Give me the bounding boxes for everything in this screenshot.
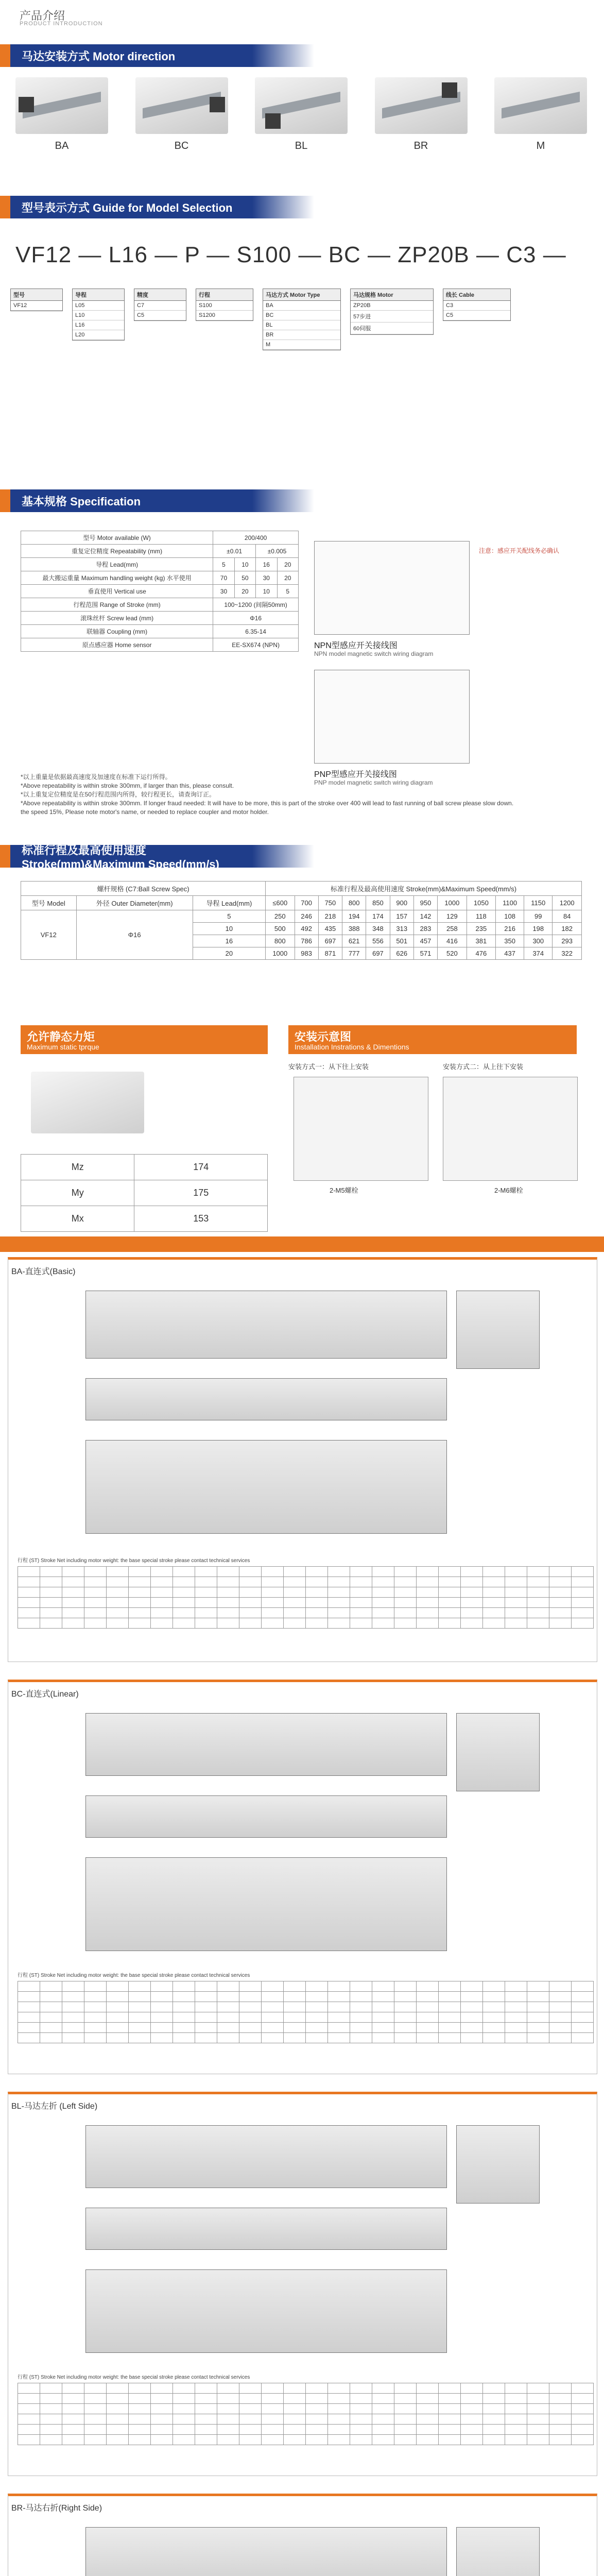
drawing-side bbox=[85, 1378, 447, 1420]
drawing-bottom bbox=[85, 1857, 447, 1951]
install-drawing-2 bbox=[443, 1077, 578, 1181]
pnp-subtitle: PNP model magnetic switch wiring diagram bbox=[314, 779, 433, 786]
code-box-lead: 导程 L05 L10 L16 L20 bbox=[72, 289, 125, 341]
dim-table bbox=[18, 1981, 594, 2043]
stroke-speed-table: 螺杆规格 (C7:Ball Screw Spec) 标准行程及最高使用速度 Stroke(mm)&Maximum Speed(mm/s) 型号 Model 外径 Outer Diameter(mm) 导程 Lead(mm) ≤600 700 750 800 850 900 950 1000 1050 1100 1150 1200 VF12 Φ16 5 250 246 218 194 174 157 142 129 118 108 99 84 10 500 492 435 388 348 313 283 258 235 216 198 182 16 800 786 697 621 556 501 457 416 381 350 300 293 20 1000 983 871 777 697 626 571 520 476 437 374 322 bbox=[21, 881, 582, 960]
drawing-bottom bbox=[85, 2269, 447, 2353]
install-title: 安装示意图 bbox=[295, 1030, 352, 1043]
motor-label: BL bbox=[295, 140, 308, 151]
motor-image-ba bbox=[15, 77, 108, 134]
motor-image-bc bbox=[135, 77, 228, 134]
dim-table bbox=[18, 2383, 594, 2445]
motor-image-m bbox=[494, 77, 587, 134]
static-torque-subtitle: Maximum static tprque bbox=[27, 1043, 99, 1051]
npn-subtitle: NPN model magnetic switch wiring diagram bbox=[314, 650, 434, 657]
code-box-cable: 线长 Cable C3 C5 bbox=[443, 289, 511, 321]
drawing-end bbox=[456, 2125, 540, 2204]
pnp-wiring-diagram bbox=[314, 670, 470, 764]
spec-bar bbox=[0, 489, 314, 512]
section-note: 行程 (ST) Stroke Net including motor weight: the base special stroke please contact technical services bbox=[18, 1558, 250, 1564]
spec-title: 基本规格 Specification bbox=[10, 489, 252, 512]
motor-item-bl bbox=[255, 77, 348, 155]
install-screw-1: 2-M5螺栓 bbox=[330, 1187, 358, 1194]
drawing-top bbox=[85, 2527, 447, 2576]
motor-direction-row bbox=[15, 77, 587, 155]
spec-table: 型号 Motor available (W) 200/400 重复定位精度 Repeatability (mm) ±0.01 ±0.005 导程 Lead(mm) 5 10 16 20 最大搬运重量 Maximum handling weight (kg) 水平使用 70 50 30 20 垂直使用 Vertical use 30 20 10 5 行程范围 Range of Stroke (mm) 100~1200 (间隔50mm) 滚珠丝杆 Screw lead (mm) Φ16 联轴器 Coupling (mm) 6.35-14 原点感应器 Home sensor EE-SX674 (NPN) bbox=[21, 531, 299, 652]
motor-label: BR bbox=[413, 140, 428, 151]
model-code-boxes bbox=[10, 278, 592, 453]
drawing-top bbox=[85, 1291, 447, 1359]
code-box-model: 型号 VF12 bbox=[10, 289, 63, 311]
drawing-side bbox=[85, 1795, 447, 1838]
header-subtitle: PRODUCT INTRODUCTION bbox=[20, 21, 103, 27]
static-torque-image bbox=[31, 1072, 144, 1133]
wiring-tag: 注意：感应开关配线务必确认 bbox=[479, 547, 560, 554]
motor-direction-bar bbox=[0, 44, 314, 67]
dimension-grid bbox=[18, 2383, 594, 2445]
motor-item-m bbox=[494, 77, 587, 155]
wiring-area bbox=[314, 541, 592, 809]
drawing-top bbox=[85, 1713, 447, 1776]
motor-label: BA bbox=[55, 140, 69, 151]
motor-label: BC bbox=[174, 140, 189, 151]
motor-item-br bbox=[375, 77, 468, 155]
drawing-bottom bbox=[85, 1440, 447, 1534]
code-box-motor-type: 马达方式 Motor Type BA BC BL BR M bbox=[263, 289, 341, 350]
section-note: 行程 (ST) Stroke Net including motor weight: the base special stroke please contact technical services bbox=[18, 2375, 250, 2380]
code-box-stroke: 行程 S100 S1200 bbox=[196, 289, 253, 321]
npn-title: NPN型感应开关接线图 bbox=[314, 641, 398, 650]
install-method2: 安装方式二：从上往下安装 bbox=[443, 1063, 524, 1071]
dim-table bbox=[18, 1566, 594, 1629]
section-bc bbox=[8, 1680, 597, 2074]
section-title: BR-马达右折(Right Side) bbox=[11, 2504, 102, 2513]
header-title: 产品介绍 bbox=[20, 9, 65, 22]
pnp-title: PNP型感应开关接线图 bbox=[314, 770, 397, 779]
install-header bbox=[288, 1025, 577, 1054]
dimension-grid bbox=[18, 1566, 594, 1629]
divider-band bbox=[0, 1236, 604, 1252]
install-screw-2: 2-M6螺栓 bbox=[494, 1187, 523, 1194]
motor-image-bl bbox=[255, 77, 348, 134]
code-box-accuracy: 精度 C7 C5 bbox=[134, 289, 186, 321]
static-torque-header bbox=[21, 1025, 268, 1054]
stroke-speed-bar bbox=[0, 843, 314, 871]
section-note: 行程 (ST) Stroke Net including motor weight: the base special stroke please contact technical services bbox=[18, 1973, 250, 1978]
motor-item-ba bbox=[15, 77, 108, 155]
install-subtitle: Installation Instrations & Dimentions bbox=[295, 1043, 409, 1051]
static-torque-title: 允许静态力矩 bbox=[27, 1030, 95, 1043]
drawing-side bbox=[85, 2208, 447, 2250]
model-code: VF12 — L16 — P — S100 — BC — ZP20B — C3 — bbox=[15, 242, 566, 267]
npn-wiring-diagram bbox=[314, 541, 470, 635]
static-torque-table: Mz 174 My 175 Mx 153 bbox=[21, 1154, 268, 1232]
drawing-end bbox=[456, 1291, 540, 1369]
spec-notes: *以上重量是依据最高速度及加速度在标准下运行所得。 *Above repeatability is within stroke 300mm, if larger than this, please consult. *以上重复定位精度是在50行程范围内所得，较行程更长，请查询订正。 *Above repeatability is within stroke 300mm. If longer fraud needed: It will have to be more, this is part of the stroke over 400 will lead to fast running of ball screw please slow down. the speed 15%, Please note motor's name, or needed to replace coupler and motor holder. bbox=[21, 773, 514, 816]
drawing-end bbox=[456, 2527, 540, 2576]
motor-item-bc bbox=[135, 77, 228, 155]
model-selection-bar bbox=[0, 196, 314, 218]
install-drawing-1 bbox=[294, 1077, 428, 1181]
install-method1: 安装方式一：从下往上安装 bbox=[288, 1063, 369, 1071]
model-selection-title: 型号表示方式 Guide for Model Selection bbox=[10, 196, 252, 218]
motor-label: M bbox=[536, 140, 545, 151]
section-bl bbox=[8, 2092, 597, 2476]
page-header bbox=[0, 0, 604, 30]
section-br bbox=[8, 2494, 597, 2576]
drawing-end bbox=[456, 1713, 540, 1791]
motor-image-br bbox=[375, 77, 468, 134]
drawing-top bbox=[85, 2125, 447, 2188]
section-ba bbox=[8, 1257, 597, 1662]
section-title: BL-马达左折 (Left Side) bbox=[11, 2102, 98, 2111]
code-box-motor: 马达规格 Motor ZP20B 57步进 60伺服 bbox=[350, 289, 434, 335]
stroke-speed-title: 标准行程及最高使用速度 Stroke(mm)&Maximum Speed(mm/s) bbox=[10, 845, 252, 868]
section-title: BA-直连式(Basic) bbox=[11, 1267, 76, 1276]
section-title: BC-直连式(Linear) bbox=[11, 1690, 79, 1699]
motor-direction-title: 马达安装方式 Motor direction bbox=[10, 44, 252, 67]
dimension-grid bbox=[18, 1981, 594, 2043]
